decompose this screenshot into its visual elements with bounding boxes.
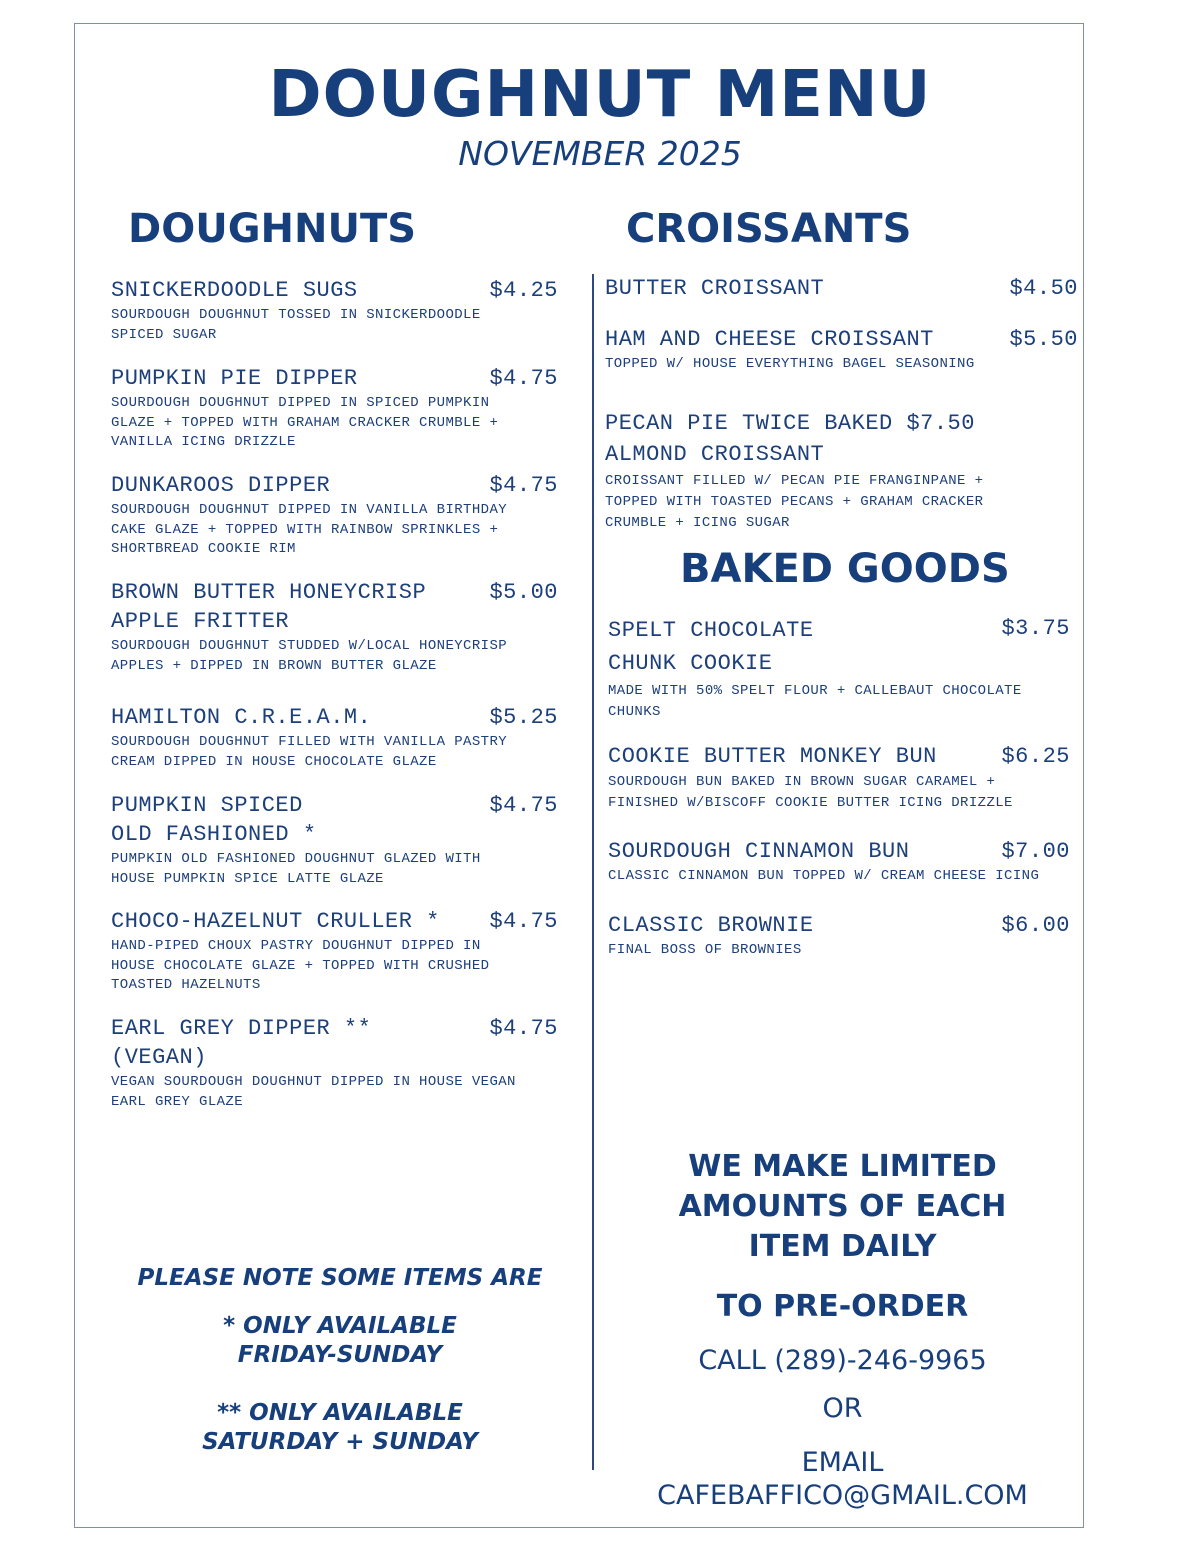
item-description: PUMPKIN OLD FASHIONED DOUGHNUT GLAZED WITH HOUSE PUMPKIN SPICE LATTE GLAZE bbox=[111, 851, 481, 887]
item-name: SPELT CHOCOLATE CHUNK COOKIE bbox=[608, 618, 814, 676]
baked-goods-heading: BAKED GOODS bbox=[680, 546, 1010, 592]
item-price: $4.50 bbox=[1009, 276, 1078, 301]
doughnut-item bbox=[111, 578, 558, 676]
item-name: BUTTER CROISSANT bbox=[605, 276, 825, 301]
item-description: SOURDOUGH DOUGHNUT STUDDED W/LOCAL HONEYCRISP APPLES + DIPPED IN BROWN BUTTER GLAZE bbox=[111, 638, 508, 674]
item-description: TOPPED W/ HOUSE EVERYTHING BAGEL SEASONING bbox=[605, 356, 975, 372]
notes-heading: PLEASE NOTE SOME ITEMS ARE bbox=[137, 1265, 543, 1291]
item-name: CLASSIC BROWNIE bbox=[608, 913, 814, 938]
baked-item bbox=[608, 911, 1070, 961]
baked-item bbox=[608, 614, 1070, 723]
item-description: HAND-PIPED CHOUX PASTRY DOUGHNUT DIPPED IN HOUSE CHOCOLATE GLAZE + TOPPED WITH CRUSHED TOASTED HAZELNUTS bbox=[111, 938, 490, 993]
item-price: $5.50 bbox=[1009, 327, 1078, 352]
croissant-item bbox=[605, 408, 1078, 534]
item-price: $4.75 bbox=[489, 793, 558, 818]
doughnut-item bbox=[111, 907, 558, 996]
item-price: $3.75 bbox=[1001, 616, 1070, 641]
column-divider bbox=[592, 274, 594, 1470]
item-description: SOURDOUGH DOUGHNUT FILLED WITH VANILLA PASTRY CREAM DIPPED IN HOUSE CHOCOLATE GLAZE bbox=[111, 734, 508, 770]
item-name: HAMILTON C.R.E.A.M. bbox=[111, 705, 372, 730]
item-name: PECAN PIE TWICE BAKED $7.50 ALMOND CROISSANT bbox=[605, 411, 975, 467]
item-name: HAM AND CHEESE CROISSANT bbox=[605, 327, 934, 352]
notes-double-star: ** ONLY AVAILABLE bbox=[217, 1400, 463, 1426]
item-description: VEGAN SOURDOUGH DOUGHNUT DIPPED IN HOUSE VEGAN EARL GREY GLAZE bbox=[111, 1074, 516, 1110]
item-price: $4.75 bbox=[489, 909, 558, 934]
item-price: $5.25 bbox=[489, 705, 558, 730]
doughnut-item bbox=[111, 364, 558, 453]
doughnut-item bbox=[111, 276, 558, 345]
item-price: $6.25 bbox=[1001, 744, 1070, 769]
doughnut-item bbox=[111, 703, 558, 772]
croissants-heading: CROISSANTS bbox=[626, 206, 912, 252]
item-name: SNICKERDOODLE SUGS bbox=[111, 278, 358, 303]
item-name: BROWN BUTTER HONEYCRISP APPLE FRITTER bbox=[111, 580, 427, 634]
page-title: DOUGHNUT MENU bbox=[268, 58, 932, 132]
limited-line: WE MAKE LIMITED bbox=[688, 1149, 997, 1184]
item-name: COOKIE BUTTER MONKEY BUN bbox=[608, 744, 937, 769]
preorder-email: CAFEBAFFICO@GMAIL.COM bbox=[657, 1480, 1028, 1511]
item-price: $4.75 bbox=[489, 1016, 558, 1041]
baked-item bbox=[608, 742, 1070, 814]
preorder-phone: CALL (289)-246-9965 bbox=[698, 1345, 987, 1376]
item-description: MADE WITH 50% SPELT FLOUR + CALLEBAUT CHOCOLATE CHUNKS bbox=[608, 683, 1022, 720]
item-description: SOURDOUGH DOUGHNUT TOSSED IN SNICKERDOODLE SPICED SUGAR bbox=[111, 307, 481, 343]
notes-double-star-days: SATURDAY + SUNDAY bbox=[202, 1429, 478, 1455]
notes-single-star-days: FRIDAY-SUNDAY bbox=[237, 1342, 443, 1368]
doughnut-item bbox=[111, 471, 558, 560]
doughnut-item bbox=[111, 1014, 558, 1112]
availability-notes bbox=[110, 1264, 570, 1457]
item-price: $4.25 bbox=[489, 278, 558, 303]
item-price: $4.75 bbox=[489, 473, 558, 498]
item-description: SOURDOUGH DOUGHNUT DIPPED IN SPICED PUMPKIN GLAZE + TOPPED WITH GRAHAM CRACKER CRUMBLE + VANILLA ICING DRIZZLE bbox=[111, 395, 499, 450]
limited-line: AMOUNTS OF EACH bbox=[678, 1189, 1007, 1224]
item-name: CHOCO-HAZELNUT CRULLER * bbox=[111, 909, 440, 934]
doughnut-item bbox=[111, 791, 558, 889]
limited-notice bbox=[600, 1147, 1085, 1267]
croissant-item bbox=[605, 274, 1078, 303]
baked-item bbox=[608, 837, 1080, 887]
item-description: FINAL BOSS OF BROWNIES bbox=[608, 942, 802, 958]
doughnuts-heading: DOUGHNUTS bbox=[128, 206, 417, 252]
item-price: $7.00 bbox=[1001, 839, 1070, 864]
item-price: $5.00 bbox=[489, 580, 558, 605]
preorder-heading: TO PRE-ORDER bbox=[716, 1289, 969, 1324]
item-price: $4.75 bbox=[489, 366, 558, 391]
croissant-item bbox=[605, 325, 1078, 375]
preorder-email-label: EMAIL bbox=[801, 1447, 884, 1478]
item-price: $6.00 bbox=[1001, 913, 1070, 938]
item-description: CLASSIC CINNAMON BUN TOPPED W/ CREAM CHEESE ICING bbox=[608, 868, 1040, 884]
item-name: PUMPKIN PIE DIPPER bbox=[111, 366, 358, 391]
preorder-or: OR bbox=[822, 1393, 863, 1424]
notes-single-star: * ONLY AVAILABLE bbox=[223, 1313, 457, 1339]
item-name: PUMPKIN SPICED OLD FASHIONED * bbox=[111, 793, 317, 847]
item-name: DUNKAROOS DIPPER bbox=[111, 473, 331, 498]
item-name: EARL GREY DIPPER ** (VEGAN) bbox=[111, 1016, 372, 1070]
item-name: SOURDOUGH CINNAMON BUN bbox=[608, 839, 910, 864]
limited-line: ITEM DAILY bbox=[748, 1229, 937, 1264]
item-description: CROISSANT FILLED W/ PECAN PIE FRANGINPANE + TOPPED WITH TOASTED PECANS + GRAHAM CRACKER CRUMBLE + ICING SUGAR bbox=[605, 473, 984, 531]
page-subtitle: NOVEMBER 2025 bbox=[458, 134, 742, 173]
item-description: SOURDOUGH BUN BAKED IN BROWN SUGAR CARAMEL + FINISHED W/BISCOFF COOKIE BUTTER ICING DRIZZLE bbox=[608, 774, 1013, 811]
item-description: SOURDOUGH DOUGHNUT DIPPED IN VANILLA BIRTHDAY CAKE GLAZE + TOPPED WITH RAINBOW SPRINKLES + SHORTBREAD COOKIE RIM bbox=[111, 502, 508, 557]
